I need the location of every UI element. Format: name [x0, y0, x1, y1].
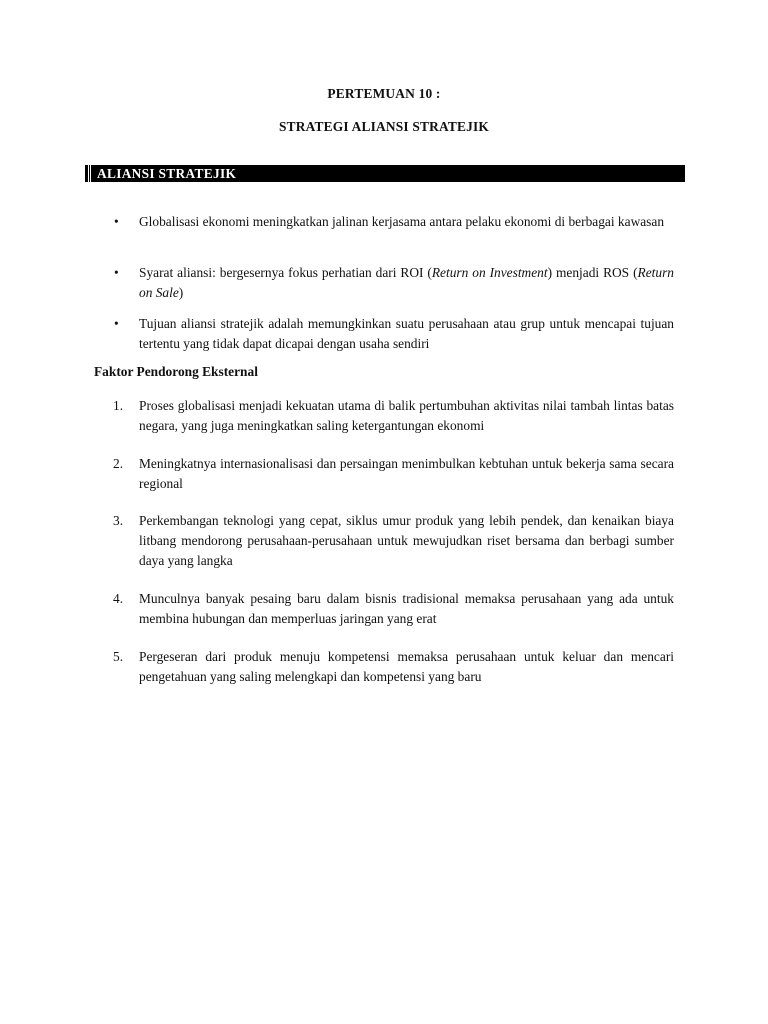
item-number: 2.: [113, 456, 124, 471]
faktor-item-4: [113, 589, 674, 629]
ros-term: Return on Sale: [139, 265, 674, 300]
bullet-text-part1: Syarat aliansi: bergesernya fokus perhatian dari ROI (: [139, 265, 432, 280]
bullet-text-part3: ): [178, 285, 184, 300]
faktor-heading: Faktor Pendorong Eksternal: [94, 364, 258, 379]
faktor-item-3: [113, 511, 674, 571]
bullet-marker: •: [114, 265, 119, 280]
section-title: ALIANSI STRATEJIK: [97, 166, 237, 181]
roi-term: Return on Investment: [431, 265, 548, 280]
faktor-item-1: [113, 396, 674, 436]
bullet-marker: •: [114, 214, 119, 229]
item-number: 5.: [113, 649, 124, 664]
bullet-marker: •: [114, 316, 119, 331]
section-header-bar: [88, 165, 685, 182]
bullet-item-syarat: [114, 263, 674, 303]
bullet-text-part2: ) menjadi ROS (: [547, 265, 638, 280]
item-number: 4.: [113, 591, 124, 606]
item-number: 1.: [113, 398, 124, 413]
item-text: Perkembangan teknologi yang cepat, siklus umur produk yang lebih pendek, dan kenaikan biaya litbang mendorong perusahaan-perusahaan untuk mewujudkan riset bersama dan berbagi sumber daya yang langka: [139, 513, 674, 568]
bullet-item-globalisasi: [114, 212, 674, 232]
item-text: Proses globalisasi menjadi kekuatan utama di balik pertumbuhan aktivitas nilai tambah lintas batas negara, yang juga meningkatkan saling ketergantungan ekonomi: [139, 398, 674, 433]
item-text: Munculnya banyak pesaing baru dalam bisnis tradisional memaksa perusahaan yang ada untuk membina hubungan dan memperluas jaringan yang erat: [139, 591, 674, 626]
faktor-item-5: [113, 647, 674, 687]
item-number: 3.: [113, 513, 124, 528]
bullet-text: Tujuan aliansi stratejik adalah memungkinkan suatu perusahaan atau grup untuk mencapai tujuan tertentu yang tidak dapat dicapai dengan usaha sendiri: [139, 316, 674, 351]
item-text: Pergeseran dari produk menuju kompetensi memaksa perusahaan untuk keluar dan mencari pengetahuan yang saling melengkapi dan kompetensi yang baru: [139, 649, 674, 684]
topic-title: STRATEGI ALIANSI STRATEJIK: [278, 119, 490, 134]
item-text: Meningkatnya internasionalisasi dan persaingan menimbulkan kebtuhan untuk bekerja sama secara regional: [139, 456, 674, 491]
bullet-item-tujuan: [114, 314, 674, 354]
bullet-text: Globalisasi ekonomi meningkatkan jalinan kerjasama antara pelaku ekonomi di berbagai kawasan: [139, 214, 665, 229]
faktor-item-2: [113, 454, 674, 494]
meeting-title: PERTEMUAN 10 :: [327, 86, 441, 101]
